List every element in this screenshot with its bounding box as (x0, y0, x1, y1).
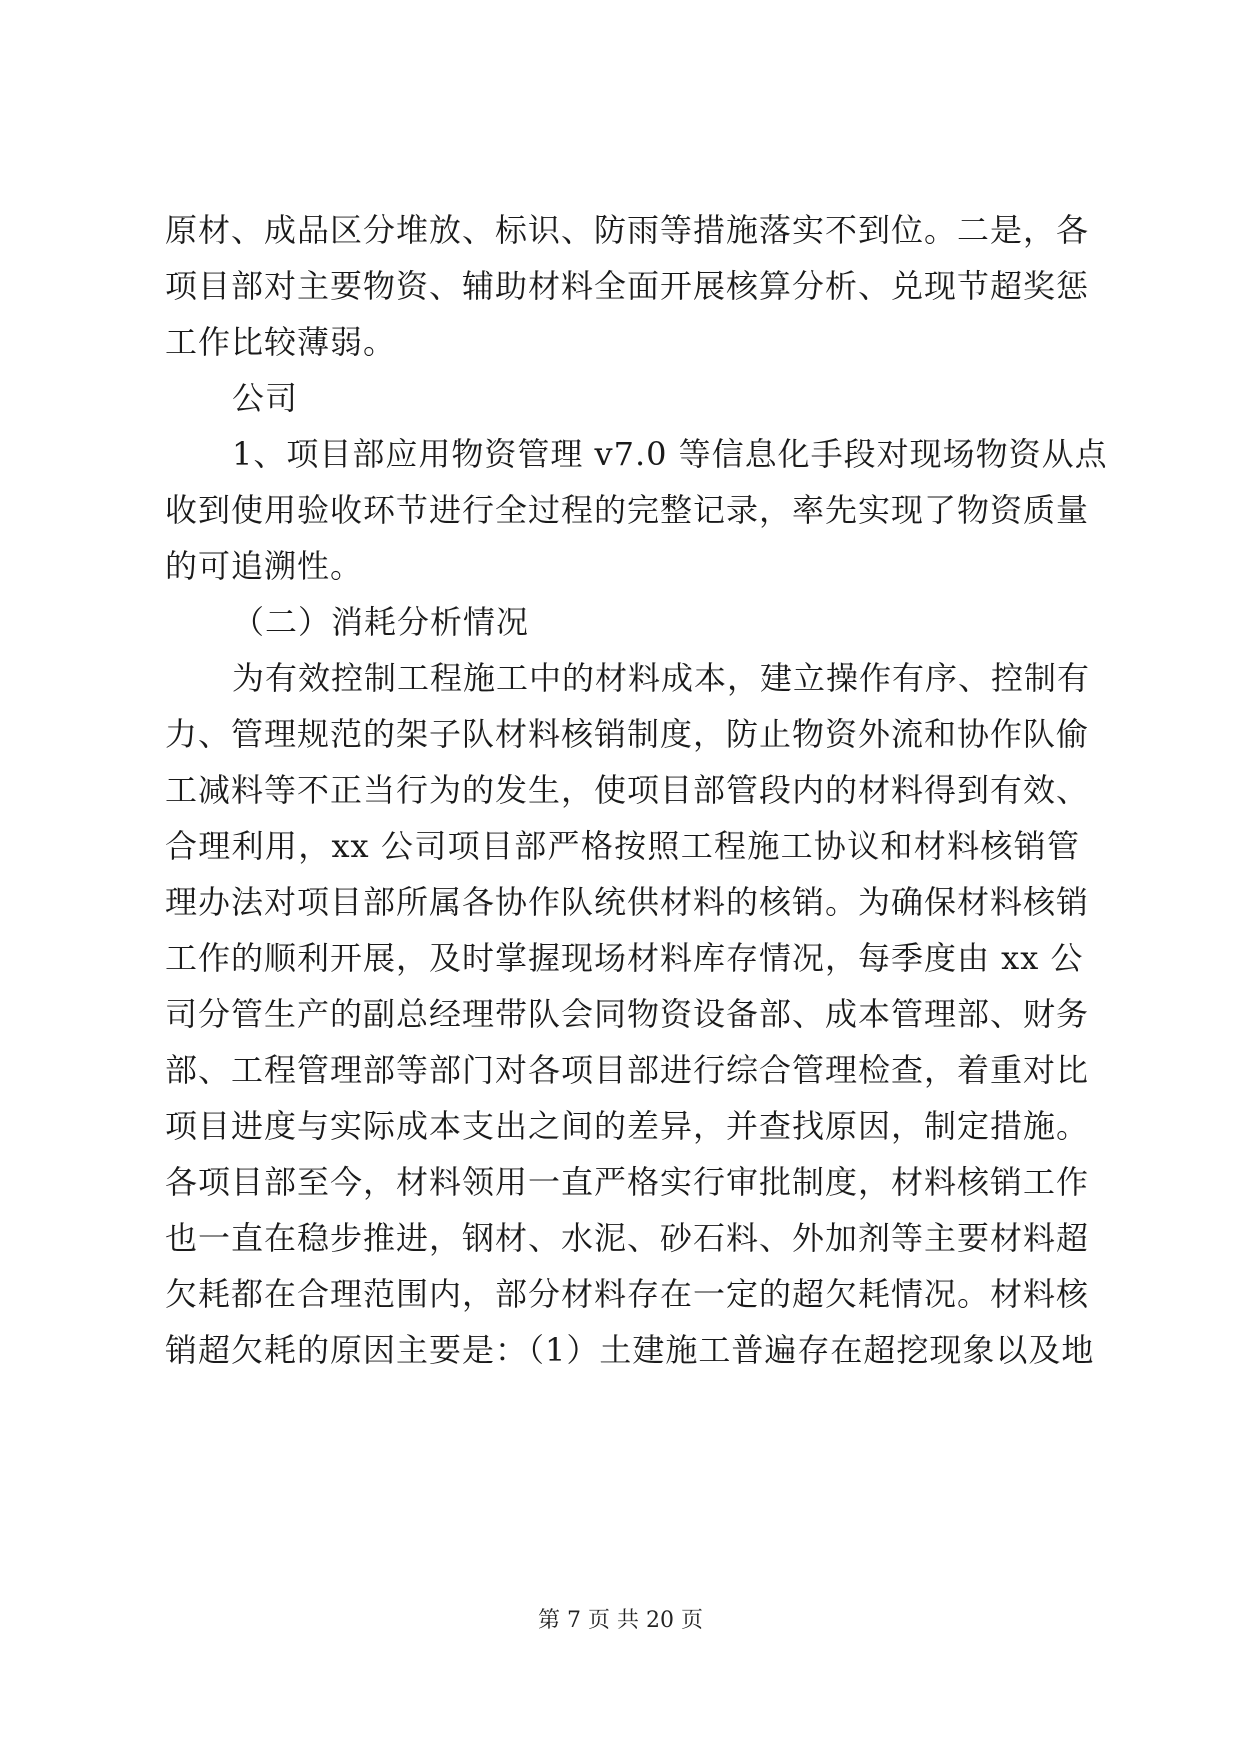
text-line-20: 欠耗都在合理范围内，部分材料存在一定的超欠耗情况。材料核 (165, 1275, 1090, 1313)
text-line-13: 理办法对项目部所属各协作队统供材料的核销。为确保材料核销 (165, 883, 1090, 921)
page-number-footer: 第 7 页 共 20 页 (538, 1608, 703, 1633)
text-line-2: 项目部对主要物资、辅助材料全面开展核算分析、兑现节超奖惩 (165, 267, 1090, 305)
text-line-9: 为有效控制工程施工中的材料成本，建立操作有序、控制有 (232, 659, 1091, 697)
text-line-14: 工作的顺利开展，及时掌握现场材料库存情况，每季度由 xx 公 (165, 939, 1084, 977)
text-line-3: 工作比较薄弱。 (165, 323, 397, 361)
text-line-12: 合理利用，xx 公司项目部严格按照工程施工协议和材料核销管 (165, 827, 1080, 865)
text-line-6: 收到使用验收环节进行全过程的完整记录，率先实现了物资质量 (165, 491, 1090, 529)
text-line-7: 的可追溯性。 (165, 547, 364, 585)
text-line-11: 工减料等不正当行为的发生，使项目部管段内的材料得到有效、 (165, 771, 1090, 809)
text-line-1: 原材、成品区分堆放、标识、防雨等措施落实不到位。二是，各 (165, 211, 1090, 249)
text-line-15: 司分管生产的副总经理带队会同物资设备部、成本管理部、财务 (165, 995, 1090, 1033)
text-line-4: 公司 (232, 379, 299, 417)
text-line-19: 也一直在稳步推进，钢材、水泥、砂石料、外加剂等主要材料超 (165, 1219, 1090, 1257)
text-line-18: 各项目部至今，材料领用一直严格实行审批制度，材料核销工作 (165, 1163, 1090, 1201)
section-heading: （二）消耗分析情况 (232, 603, 530, 641)
text-line-10: 力、管理规范的架子队材料核销制度，防止物资外流和协作队偷 (165, 715, 1090, 753)
text-line-21: 销超欠耗的原因主要是：（1）土建施工普遍存在超挖现象以及地 (165, 1331, 1095, 1369)
text-line-5: 1、项目部应用物资管理 v7.0 等信息化手段对现场物资从点 (232, 435, 1108, 473)
text-line-17: 项目进度与实际成本支出之间的差异，并查找原因，制定措施。 (165, 1107, 1090, 1145)
text-line-16: 部、工程管理部等部门对各项目部进行综合管理检查，着重对比 (165, 1051, 1090, 1089)
